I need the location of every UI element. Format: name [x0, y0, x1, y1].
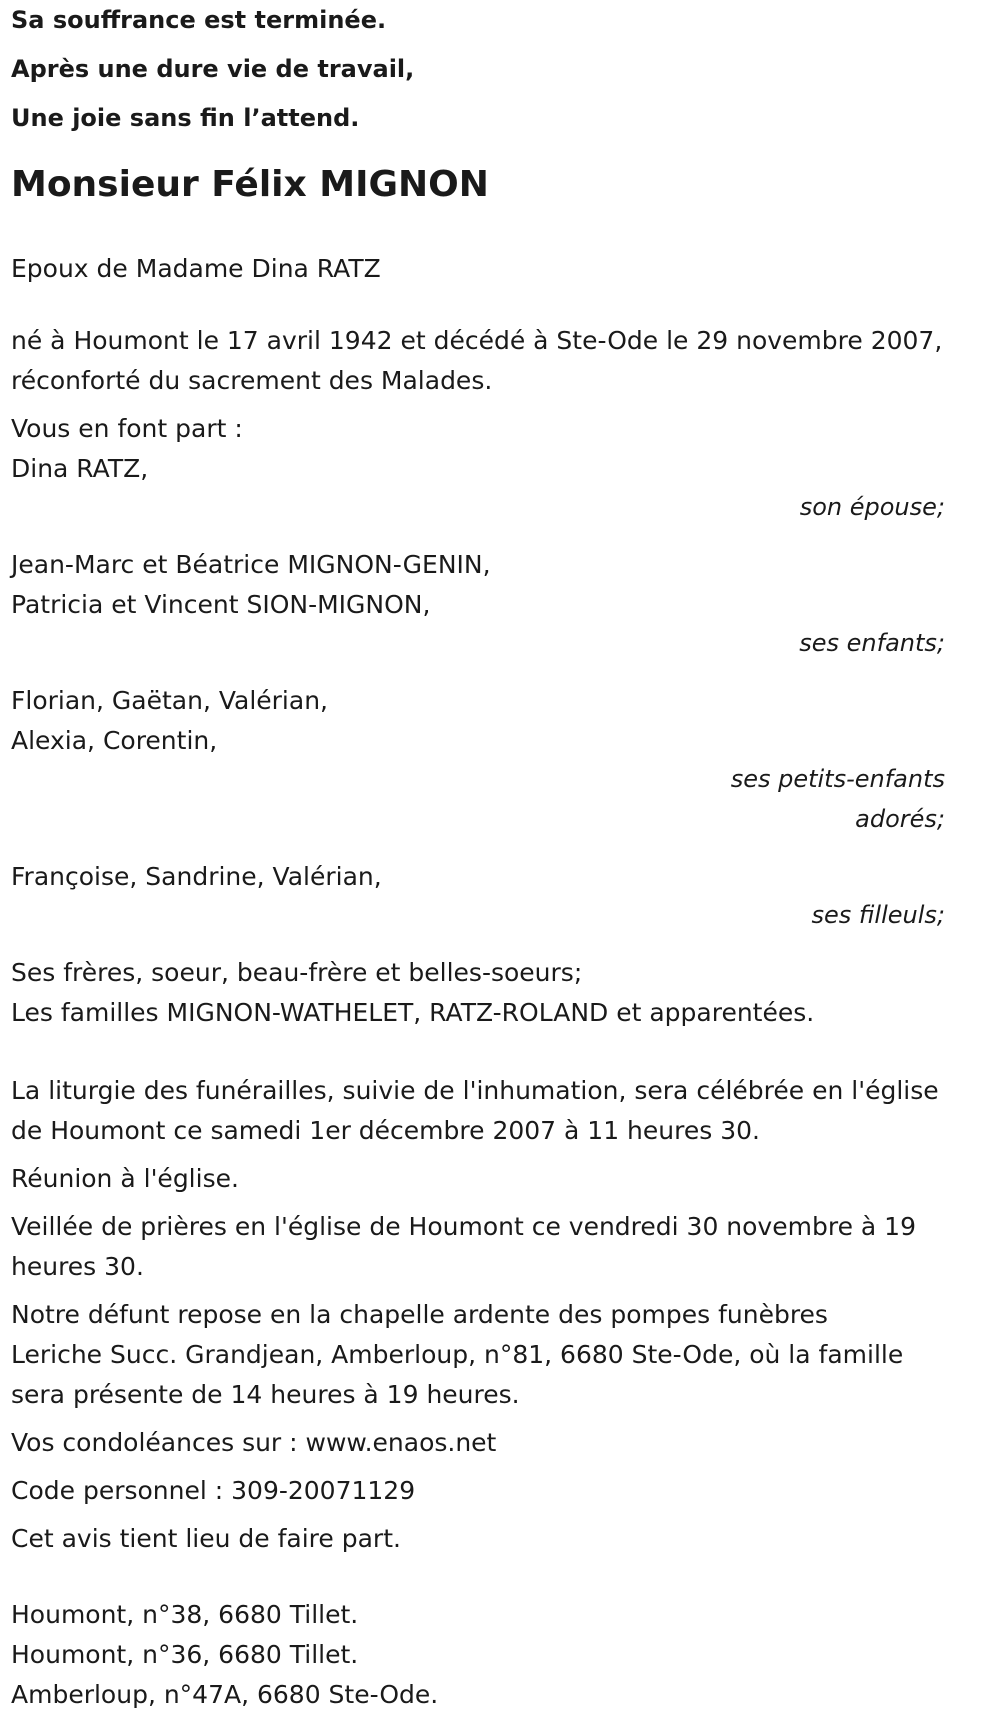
family-group-spouse — [11, 449, 945, 527]
liturgy-line-1: La liturgie des funérailles, suivie de l'inhumation, sera célébrée en l'église — [11, 1076, 939, 1105]
address-line: Houmont, n°38, 6680 Tillet. — [11, 1600, 359, 1629]
verse-line-3: Une joie sans fin l’attend. — [11, 104, 360, 132]
family-group-godchildren — [11, 857, 945, 935]
rest-line-3: sera présente de 14 heures à 19 heures. — [11, 1380, 520, 1409]
family-names: Florian, Gaëtan, Valérian, — [11, 686, 328, 715]
family-relation: ses enfants; — [799, 629, 945, 657]
notice-line: Cet avis tient lieu de faire part. — [11, 1524, 401, 1553]
addresses — [11, 1595, 945, 1715]
liturgy-paragraph — [11, 1071, 945, 1151]
rest-line-1: Notre défunt repose en la chapelle ardente des pompes funèbres — [11, 1300, 828, 1329]
spouse-line: Epoux de Madame Dina RATZ — [11, 254, 381, 283]
deceased-name: Monsieur Félix MIGNON — [11, 164, 489, 205]
family-relation-line-2: adorés; — [855, 805, 945, 833]
address-line: Amberloup, n°47A, 6680 Ste-Ode. — [11, 1680, 439, 1709]
rest-paragraph — [11, 1295, 945, 1415]
family-relation: ses filleuls; — [811, 901, 945, 929]
verse-line-1: Sa souffrance est terminée. — [11, 6, 387, 34]
other-relatives-line-1: Ses frères, soeur, beau-frère et belles-soeurs; — [11, 958, 583, 987]
family-names: Jean-Marc et Béatrice MIGNON-GENIN, — [11, 550, 491, 579]
liturgy-line-2: de Houmont ce samedi 1er décembre 2007 à 11 heures 30. — [11, 1116, 760, 1145]
other-relatives-line-2: Les familles MIGNON-WATHELET, RATZ-ROLAND et apparentées. — [11, 998, 815, 1027]
birth-death-line-2: réconforté du sacrement des Malades. — [11, 366, 493, 395]
family-group-children — [11, 545, 945, 663]
rest-line-2: Leriche Succ. Grandjean, Amberloup, n°81, 6680 Ste-Ode, où la famille — [11, 1340, 904, 1369]
opening-verse — [11, 0, 945, 130]
birth-death-line-1: né à Houmont le 17 avril 1942 et décédé à Ste-Ode le 29 novembre 2007, — [11, 326, 943, 355]
family-names: Patricia et Vincent SION-MIGNON, — [11, 590, 431, 619]
family-relation-line-1: ses petits-enfants — [730, 765, 945, 793]
vigil-line-2: heures 30. — [11, 1252, 144, 1281]
condolences-line: Vos condoléances sur : www.enaos.net — [11, 1428, 497, 1457]
personal-code-line: Code personnel : 309-20071129 — [11, 1476, 416, 1505]
verse-line-2: Après une dure vie de travail, — [11, 55, 415, 83]
vigil-paragraph — [11, 1207, 945, 1287]
family-names: Dina RATZ, — [11, 454, 149, 483]
family-relation: son épouse; — [799, 493, 945, 521]
family-names: Françoise, Sandrine, Valérian, — [11, 862, 382, 891]
meeting-line: Réunion à l'église. — [11, 1164, 239, 1193]
address-line: Houmont, n°36, 6680 Tillet. — [11, 1640, 359, 1669]
family-group-grandchildren — [11, 681, 945, 839]
announcement-intro: Vous en font part : — [11, 414, 243, 443]
family-names: Alexia, Corentin, — [11, 726, 218, 755]
vigil-line-1: Veillée de prières en l'église de Houmont ce vendredi 30 novembre à 19 — [11, 1212, 916, 1241]
